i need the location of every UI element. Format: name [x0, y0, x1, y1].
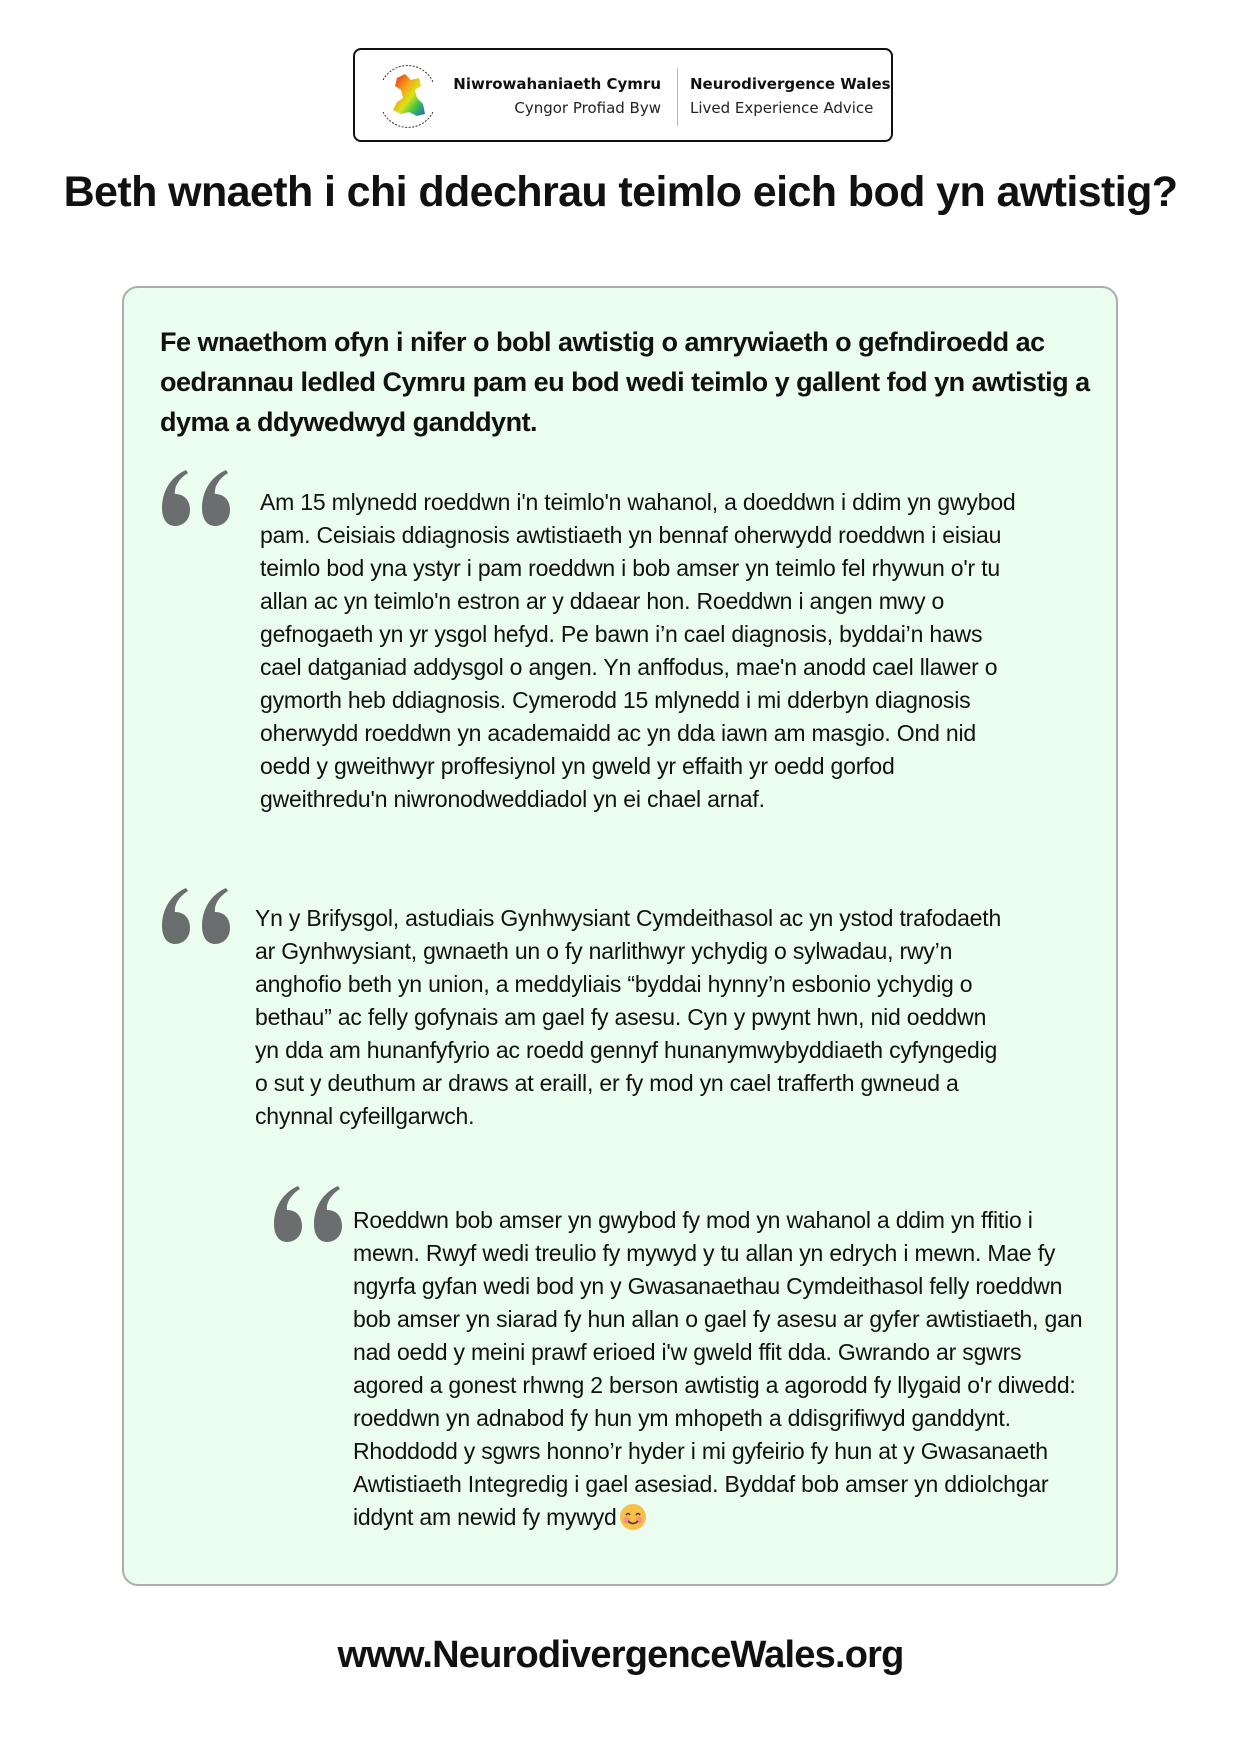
quotes-card — [122, 286, 1118, 1586]
welsh-org-label — [453, 72, 661, 120]
quote-text: Yn y Brifysgol, astudiais Gynhwysiant Cymdeithasol ac yn ystod trafodaeth ar Gynhwysiant, gwnaeth un o fy narlithwyr ychydig o sylwadau, rwy’n anghofio beth yn union, a meddyliais “byddai hynny’n esbonio ychydig o bethau” ac felly gofynais am gael fy asesu. Cyn y pwynt hwn, nid oeddwn yn dda am hunanfyfyrio ac roedd gennyf hunanymwybyddiaeth cyfyngedig o sut y deuthum ar draws at eraill, er fy mod yn cael trafferth gwneud a chynnal cyfeillgarwch. — [255, 905, 1002, 1129]
page-title: Beth wnaeth i chi ddechrau teimlo eich bod yn awtistig? — [63, 168, 1178, 216]
welsh-org-name: Niwrowahaniaeth Cymru — [453, 75, 661, 93]
quote-mark-icon — [158, 886, 238, 946]
intro-text: Fe wnaethom ofyn i nifer o bobl awtistig o amrywiaeth o gefndiroedd ac oedrannau ledled Cymru pam eu bod wedi teimlo y gallent fod yn awtistig a dyma a ddywedwyd ganddynt. — [160, 327, 1090, 437]
wales-map-logo-icon — [375, 62, 441, 130]
footer-website-url[interactable]: www.NeurodivergenceWales.org — [337, 1634, 904, 1676]
welsh-org-subtitle: Cyngor Profiad Byw — [514, 99, 661, 117]
header-logo-box — [353, 48, 893, 142]
quote-text-body: Roeddwn bob amser yn gwybod fy mod yn wahanol a ddim yn ffitio i mewn. Rwyf wedi treulio fy mywyd y tu allan yn edrych i mewn. Mae fy ngyrfa gyfan wedi bod yn y Gwasanaethau Cymdeithasol felly roeddwn bob amser yn siarad fy hun allan o gael fy asesu ar gyfer awtistiaeth, gan nad oedd y meini prawf erioed i'w gweld ffit dda. Gwrando ar sgwrs agored a gonest rhwng 2 berson awtistig a agorodd fy llygaid o'r diwedd: roeddwn yn adnabod fy hun ym mhopeth a ddisgrifiwyd ganddynt. Rhoddodd y sgwrs honno’r hyder i mi gyfeirio fy hun at y Gwasanaeth Awtistiaeth Integredig i gael asesiad. Byddaf bob amser yn ddiolchgar iddynt am newid fy mywyd — [353, 1207, 1083, 1530]
quote-mark-icon — [158, 468, 238, 528]
smiling-face-emoji-icon — [620, 1504, 646, 1530]
quote-text — [353, 1204, 1093, 1534]
quote-mark-icon — [270, 1184, 350, 1244]
logo-divider — [677, 68, 678, 126]
quote-text: Am 15 mlynedd roeddwn i'n teimlo'n wahanol, a doeddwn i ddim yn gwybod pam. Ceisiais ddiagnosis awtistiaeth yn bennaf oherwydd roeddwn i eisiau teimlo bod yna ystyr i pam roeddwn i bob amser yn teimlo fel rhywun o'r tu allan ac yn teimlo'n estron ar y ddaear hon. Roeddwn i angen mwy o gefnogaeth yn yr ysgol hefyd. Pe bawn i’n cael diagnosis, byddai’n haws cael datganiad addysgol o angen. Yn anffodus, mae'n anodd cael llawer o gymorth heb ddiagnosis. Cymerodd 15 mlynedd i mi dderbyn diagnosis oherwydd roeddwn yn academaidd ac yn dda iawn am masgio. Ond nid oedd y gweithwyr proffesiynol yn gweld yr effaith yr oedd gorfod gweithredu'n niwronodweddiadol yn ei chael arnaf. — [260, 489, 1016, 812]
english-org-label — [690, 72, 891, 120]
english-org-name: Neurodivergence Wales — [690, 75, 891, 93]
english-org-subtitle: Lived Experience Advice — [690, 99, 874, 117]
